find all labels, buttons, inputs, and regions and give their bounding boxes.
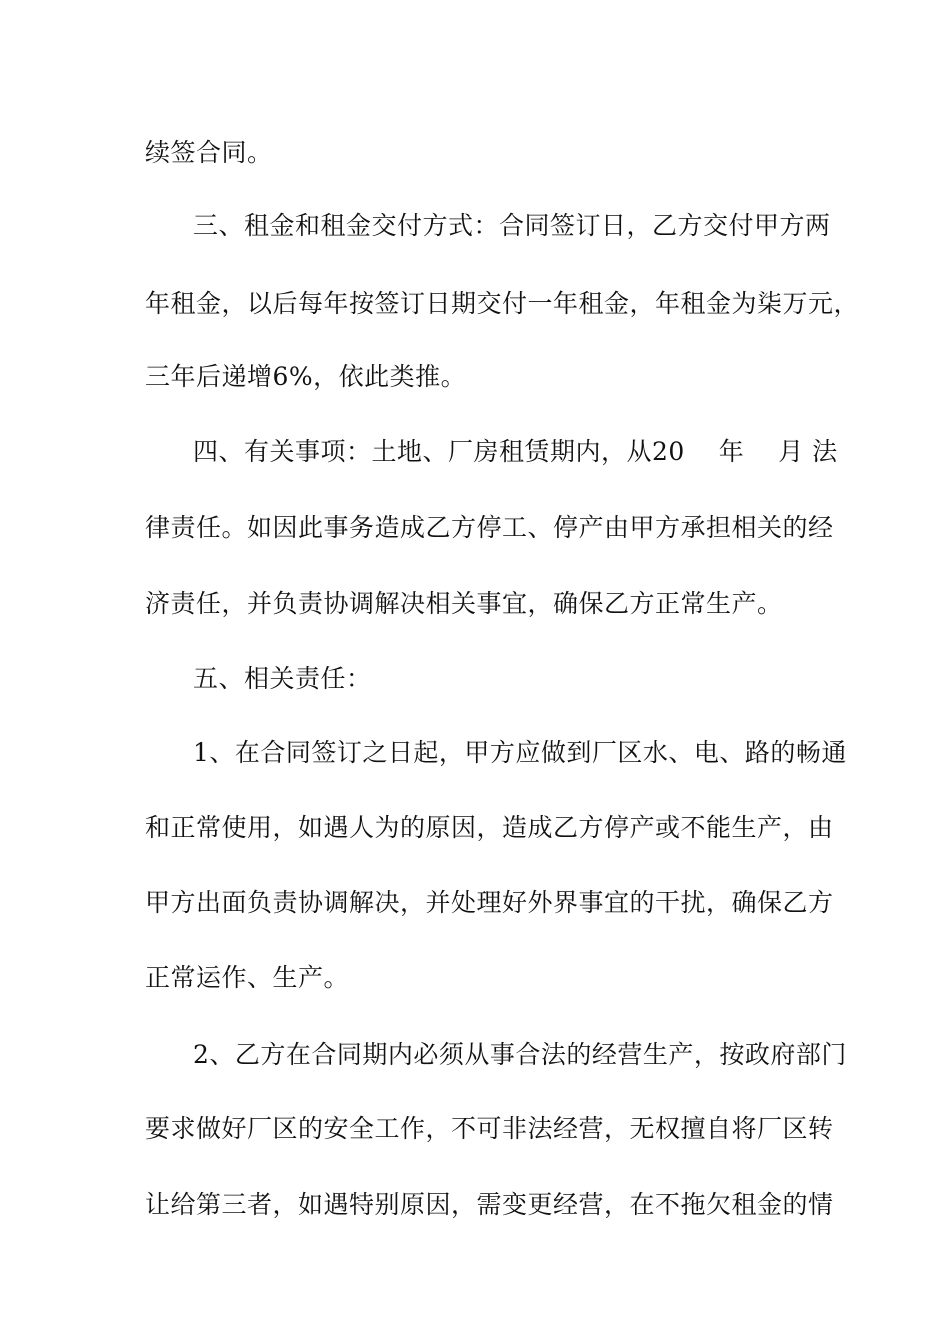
section-heading-matters: 四、有关事项：土地、厂房租赁期内，从20 年 月 法 [193,437,838,466]
section-heading-responsibilities: 五、相关责任： [193,664,372,693]
text-line: 年租金，以后每年按签订日期交付一年租金，年租金为柒万元， [145,289,860,318]
text-line: 和正常使用，如遇人为的原因，造成乙方停产或不能生产，由 [145,813,834,842]
text-line: 正常运作、生产。 [145,963,350,992]
text-line: 济责任，并负责协调解决相关事宜，确保乙方正常生产。 [145,589,783,618]
section-heading-rent: 三、租金和租金交付方式：合同签订日，乙方交付甲方两 [193,211,831,240]
text-line: 让给第三者，如遇特别原因，需变更经营，在不拖欠租金的情 [145,1190,834,1219]
text-line: 要求做好厂区的安全工作，不可非法经营，无权擅自将厂区转 [145,1114,834,1143]
text-line: 三年后递增6%，依此类推。 [145,362,467,391]
text-line: 律责任。如因此事务造成乙方停工、停产由甲方承担相关的经 [145,513,834,542]
clause-2-start: 2、乙方在合同期内必须从事合法的经营生产，按政府部门 [193,1040,847,1069]
text-line: 甲方出面负责协调解决，并处理好外界事宜的干扰，确保乙方 [145,888,834,917]
text-line: 续签合同。 [145,138,273,167]
clause-1-start: 1、在合同签订之日起，甲方应做到厂区水、电、路的畅通 [193,738,847,767]
